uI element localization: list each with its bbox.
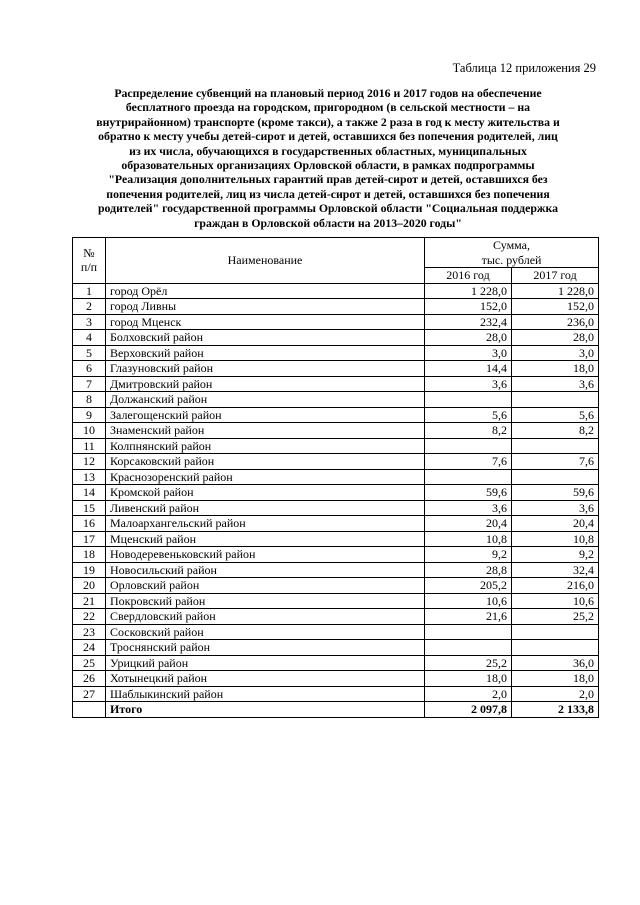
row-value-2017: 1 228,0 — [512, 283, 599, 299]
row-number: 10 — [73, 423, 106, 439]
total-label: Итого — [106, 702, 425, 718]
table-row — [73, 500, 599, 516]
header-year-2016: 2016 год — [425, 268, 512, 284]
row-value-2017: 10,8 — [512, 531, 599, 547]
row-value-2017: 3,6 — [512, 376, 599, 392]
row-number: 23 — [73, 624, 106, 640]
table-row — [73, 562, 599, 578]
table-row — [73, 640, 599, 656]
table-row — [73, 516, 599, 532]
row-value-2016 — [425, 469, 512, 485]
subsidy-table — [72, 237, 599, 718]
row-name: Должанский район — [106, 392, 425, 408]
header-sum — [425, 238, 599, 268]
row-number: 7 — [73, 376, 106, 392]
table-row — [73, 593, 599, 609]
row-number: 16 — [73, 516, 106, 532]
row-name: Мценский район — [106, 531, 425, 547]
row-value-2016: 2,0 — [425, 686, 512, 702]
table-row — [73, 392, 599, 408]
row-value-2017: 32,4 — [512, 562, 599, 578]
row-value-2016: 21,6 — [425, 609, 512, 625]
row-value-2016: 7,6 — [425, 454, 512, 470]
row-number: 9 — [73, 407, 106, 423]
row-value-2016 — [425, 624, 512, 640]
row-value-2016: 232,4 — [425, 314, 512, 330]
heading-line: родителей" государственной программы Орловской области "Социальная поддержка — [98, 201, 558, 216]
row-value-2017: 3,0 — [512, 345, 599, 361]
row-value-2017: 20,4 — [512, 516, 599, 532]
heading-line: попечения родителей, лиц из числа детей-сирот и детей, оставшихся без попечения — [106, 186, 550, 201]
heading-line: обратно к месту учебы детей-сирот и детей, оставшихся без попечения родителей, лиц — [98, 129, 558, 144]
row-value-2017: 216,0 — [512, 578, 599, 594]
row-name: Хотынецкий район — [106, 671, 425, 687]
header-number-line2: п/п — [80, 260, 98, 275]
row-value-2017: 236,0 — [512, 314, 599, 330]
table-heading — [66, 86, 590, 230]
table-row — [73, 314, 599, 330]
row-name: Покровский район — [106, 593, 425, 609]
row-number: 4 — [73, 330, 106, 346]
table-row — [73, 469, 599, 485]
row-number: 6 — [73, 361, 106, 377]
row-number: 12 — [73, 454, 106, 470]
row-name: Сосковский район — [106, 624, 425, 640]
row-value-2017: 18,0 — [512, 671, 599, 687]
row-number: 18 — [73, 547, 106, 563]
row-name: Кромской район — [106, 485, 425, 501]
row-value-2016: 3,6 — [425, 376, 512, 392]
row-number: 1 — [73, 283, 106, 299]
row-number: 22 — [73, 609, 106, 625]
row-value-2016 — [425, 438, 512, 454]
row-number: 25 — [73, 655, 106, 671]
row-number: 13 — [73, 469, 106, 485]
table-row — [73, 624, 599, 640]
header-name: Наименование — [106, 238, 425, 284]
table-row — [73, 686, 599, 702]
table-row — [73, 361, 599, 377]
table-row — [73, 454, 599, 470]
row-value-2016: 205,2 — [425, 578, 512, 594]
row-value-2016: 18,0 — [425, 671, 512, 687]
table-row — [73, 330, 599, 346]
row-value-2017: 59,6 — [512, 485, 599, 501]
row-number: 17 — [73, 531, 106, 547]
heading-line: бесплатного проезда на городском, пригородном (в сельской местности – на — [125, 100, 531, 115]
total-value-2017: 2 133,8 — [512, 702, 599, 718]
row-name: Верховский район — [106, 345, 425, 361]
row-value-2016 — [425, 392, 512, 408]
table-row — [73, 531, 599, 547]
total-number-empty — [73, 702, 106, 718]
row-value-2016 — [425, 640, 512, 656]
row-name: Залегощенский район — [106, 407, 425, 423]
table-row — [73, 376, 599, 392]
row-name: Свердловский район — [106, 609, 425, 625]
table-row — [73, 485, 599, 501]
row-value-2017: 5,6 — [512, 407, 599, 423]
row-value-2017 — [512, 438, 599, 454]
row-number: 20 — [73, 578, 106, 594]
row-value-2017: 18,0 — [512, 361, 599, 377]
table-row — [73, 671, 599, 687]
row-value-2017 — [512, 392, 599, 408]
row-value-2017: 25,2 — [512, 609, 599, 625]
row-name: Знаменский район — [106, 423, 425, 439]
heading-line: граждан в Орловской области на 2013–2020 годы" — [194, 215, 462, 230]
table-row — [73, 299, 599, 315]
table-row — [73, 578, 599, 594]
row-value-2017 — [512, 624, 599, 640]
heading-line: из их числа, обучающихся в государственных областных, муниципальных — [129, 143, 527, 158]
row-value-2016: 14,4 — [425, 361, 512, 377]
row-name: Колпнянский район — [106, 438, 425, 454]
row-value-2017: 7,6 — [512, 454, 599, 470]
row-value-2017: 152,0 — [512, 299, 599, 315]
table-row — [73, 609, 599, 625]
row-value-2016: 28,8 — [425, 562, 512, 578]
row-value-2017 — [512, 469, 599, 485]
header-year-2017: 2017 год — [512, 268, 599, 284]
row-value-2016: 1 228,0 — [425, 283, 512, 299]
row-number: 14 — [73, 485, 106, 501]
table-row — [73, 547, 599, 563]
heading-line: образовательных организациях Орловской области, в рамках подпрограммы — [121, 158, 535, 173]
row-number: 8 — [73, 392, 106, 408]
row-value-2016: 152,0 — [425, 299, 512, 315]
row-value-2016: 3,6 — [425, 500, 512, 516]
row-name: город Мценск — [106, 314, 425, 330]
row-name: Троснянский район — [106, 640, 425, 656]
row-number: 27 — [73, 686, 106, 702]
table-row — [73, 345, 599, 361]
row-name: Новосильский район — [106, 562, 425, 578]
row-value-2017: 2,0 — [512, 686, 599, 702]
table-body — [73, 283, 599, 717]
header-number — [73, 238, 106, 284]
row-value-2016: 10,6 — [425, 593, 512, 609]
row-name: Болховский район — [106, 330, 425, 346]
row-name: Малоархангельский район — [106, 516, 425, 532]
row-number: 5 — [73, 345, 106, 361]
table-row — [73, 655, 599, 671]
row-number: 11 — [73, 438, 106, 454]
table-row — [73, 283, 599, 299]
table-row — [73, 407, 599, 423]
row-value-2016: 59,6 — [425, 485, 512, 501]
table-row — [73, 438, 599, 454]
row-number: 21 — [73, 593, 106, 609]
row-value-2017: 8,2 — [512, 423, 599, 439]
row-name: Шаблыкинский район — [106, 686, 425, 702]
row-name: Корсаковский район — [106, 454, 425, 470]
row-value-2016: 5,6 — [425, 407, 512, 423]
row-name: город Орёл — [106, 283, 425, 299]
row-value-2016: 8,2 — [425, 423, 512, 439]
row-value-2016: 28,0 — [425, 330, 512, 346]
appendix-reference: Таблица 12 приложения 29 — [452, 61, 596, 75]
heading-line: "Реализация дополнительных гарантий прав детей-сирот и детей, оставшихся без — [108, 172, 548, 187]
row-value-2016: 20,4 — [425, 516, 512, 532]
row-value-2017 — [512, 640, 599, 656]
row-value-2017: 3,6 — [512, 500, 599, 516]
row-name: Новодеревеньковский район — [106, 547, 425, 563]
total-value-2016: 2 097,8 — [425, 702, 512, 718]
row-number: 24 — [73, 640, 106, 656]
row-name: Урицкий район — [106, 655, 425, 671]
row-number: 19 — [73, 562, 106, 578]
header-sum-line2: тыс. рублей — [481, 252, 542, 267]
row-value-2016: 3,0 — [425, 345, 512, 361]
row-name: город Ливны — [106, 299, 425, 315]
row-name: Краснозоренский район — [106, 469, 425, 485]
heading-line: Распределение субвенций на плановый период 2016 и 2017 годов на обеспечение — [114, 86, 542, 100]
row-name: Ливенский район — [106, 500, 425, 516]
row-value-2016: 25,2 — [425, 655, 512, 671]
row-name: Орловский район — [106, 578, 425, 594]
row-value-2016: 9,2 — [425, 547, 512, 563]
table-row — [73, 423, 599, 439]
table-header — [73, 238, 599, 284]
row-number: 2 — [73, 299, 106, 315]
header-number-line1: № — [83, 245, 95, 260]
row-name: Дмитровский район — [106, 376, 425, 392]
total-row — [73, 702, 599, 718]
row-number: 26 — [73, 671, 106, 687]
row-value-2017: 10,6 — [512, 593, 599, 609]
row-value-2016: 10,8 — [425, 531, 512, 547]
heading-line: внутрирайонном) транспорте (кроме такси), а также 2 раза в год к месту жительства и — [96, 114, 560, 129]
row-value-2017: 9,2 — [512, 547, 599, 563]
header-sum-line1: Сумма, — [493, 238, 530, 252]
row-name: Глазуновский район — [106, 361, 425, 377]
row-number: 3 — [73, 314, 106, 330]
row-number: 15 — [73, 500, 106, 516]
row-value-2017: 36,0 — [512, 655, 599, 671]
row-value-2017: 28,0 — [512, 330, 599, 346]
